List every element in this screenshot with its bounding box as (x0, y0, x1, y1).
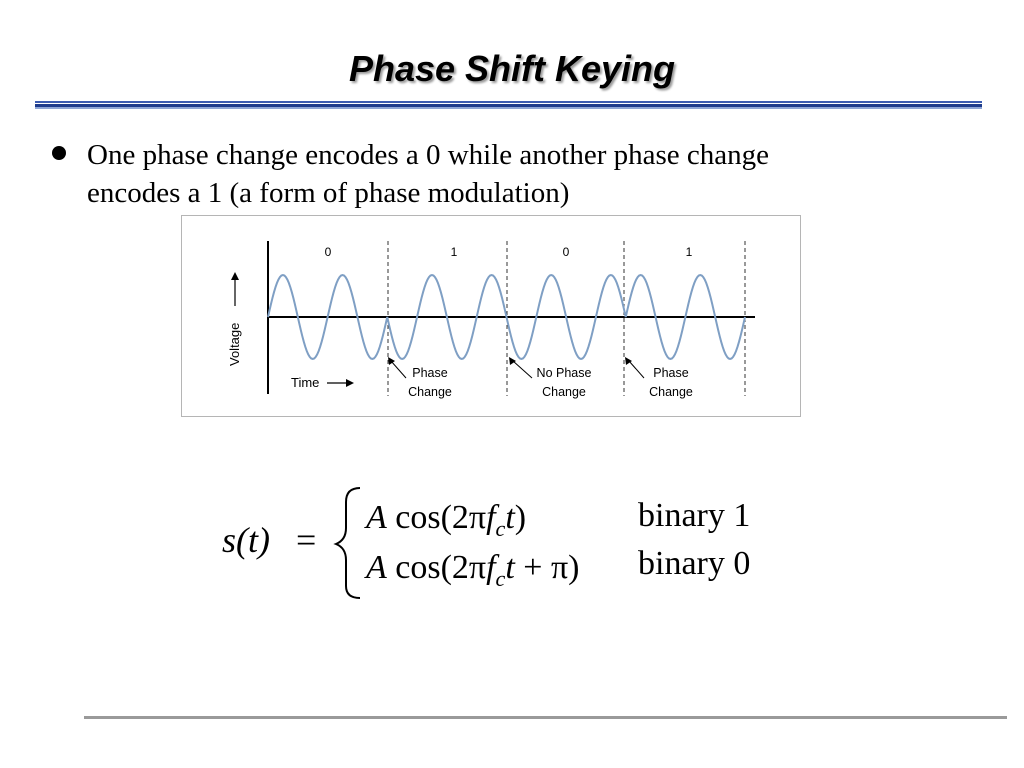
bit-label: 0 (324, 245, 332, 259)
annotation-label: No Phase (536, 366, 592, 380)
bullet-text (87, 136, 917, 212)
time-arrowhead-icon (346, 379, 354, 387)
annotation-pointer-icon (513, 361, 532, 378)
footer-rule (84, 716, 1007, 719)
bullet-dot-icon (52, 146, 66, 160)
psk-formula (200, 470, 820, 620)
formula-equals: = (296, 520, 317, 560)
annotation-label: Change (649, 385, 693, 399)
annotation-arrowhead-icon (509, 357, 516, 365)
annotation-label: Change (542, 385, 586, 399)
bullet-line-1: One phase change encodes a 0 while another phase change (87, 139, 770, 171)
formula-case-1: A $\cos(2\pi f_ct)$ (366, 499, 527, 541)
annotation-pointer-icon (391, 361, 406, 378)
bit-label: 1 (685, 245, 693, 259)
annotation-label: Phase (653, 366, 689, 380)
bullet-line-2: encodes a 1 (a form of phase modulation) (87, 177, 570, 209)
formula-case-2-label: binary 0 (638, 545, 751, 582)
voltage-axis-label: Voltage (227, 322, 242, 366)
bit-label: 0 (562, 245, 570, 259)
formula-case-1-label: binary 1 (638, 497, 751, 534)
bit-label: 1 (450, 245, 458, 259)
psk-waveform-figure (181, 215, 801, 417)
formula-brace-icon (336, 488, 360, 598)
waveform-diagram (182, 216, 802, 418)
title-underline (35, 101, 982, 110)
voltage-arrowhead-icon (231, 272, 239, 280)
slide-title: Phase Shift Keying (348, 48, 676, 89)
formula-case-2: A $\cos(2\pi f_ct + \pi)$ (366, 549, 580, 591)
formula-lhs: s(t) (222, 520, 270, 560)
annotation-pointer-icon (629, 361, 644, 378)
time-axis-label: Time (291, 375, 320, 390)
annotation-label: Change (408, 385, 452, 399)
annotation-label: Phase (412, 366, 448, 380)
